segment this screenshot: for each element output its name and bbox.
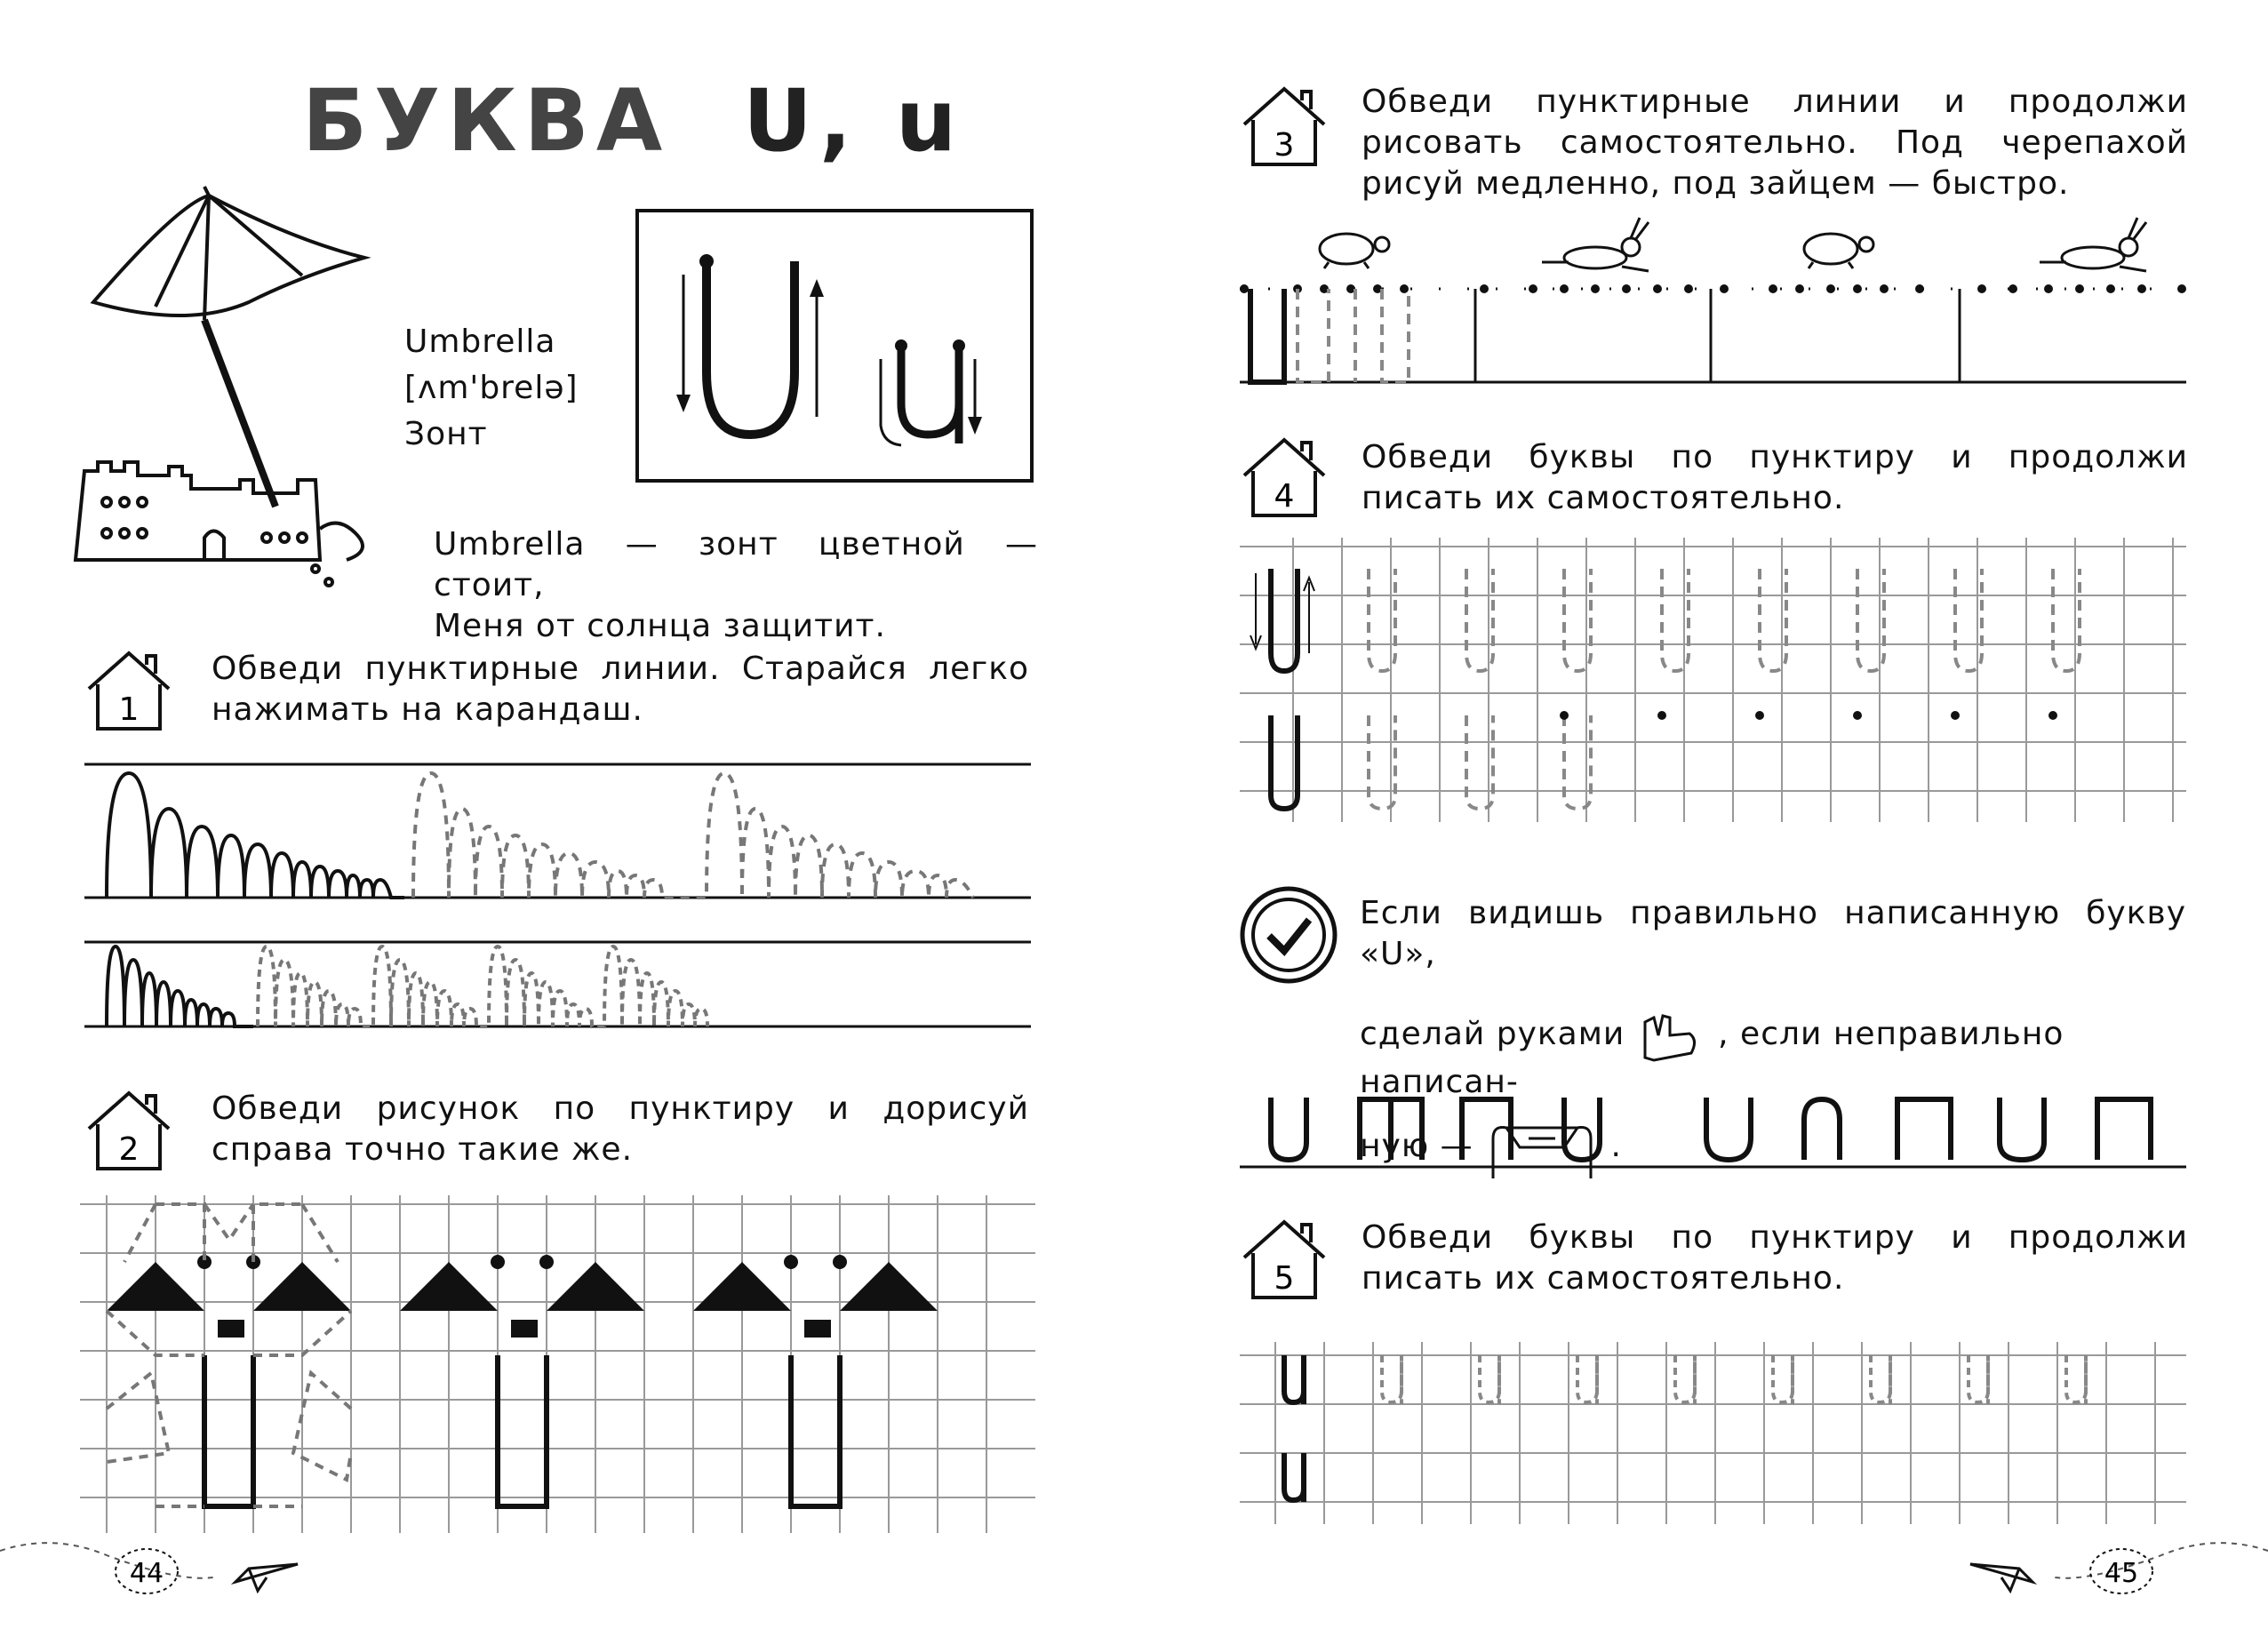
page-number-right: 45 bbox=[2104, 1558, 2139, 1589]
task-5-number: 5 bbox=[1274, 1260, 1295, 1297]
check-line-2b: , если неправильно написан- bbox=[1360, 1016, 2064, 1100]
page-title bbox=[302, 71, 963, 171]
checkmark-icon bbox=[1238, 884, 1340, 986]
task-4-text: Обведи буквы по пунктиру и продолжи писать их самостоятельно. bbox=[1362, 439, 2188, 516]
task-1-lines bbox=[84, 755, 1031, 1040]
task-4-number: 4 bbox=[1274, 478, 1295, 515]
task-2-badge bbox=[84, 1089, 173, 1178]
vocab-translation: Зонт bbox=[404, 416, 488, 452]
task-4-grid bbox=[1240, 538, 2186, 831]
title-word: БУКВА bbox=[302, 71, 670, 171]
check-line-3-end: . bbox=[1610, 1128, 1622, 1164]
task-3-badge bbox=[1240, 84, 1329, 173]
task-5-text: Обведи буквы по пунктиру и продолжи писать их самостоятельно. bbox=[1362, 1219, 2188, 1297]
task-2-text: Обведи рисунок по пунктиру и дорисуй справа точно такие же. bbox=[212, 1090, 1029, 1168]
letter-check-row bbox=[1240, 1089, 2186, 1169]
figure-1 bbox=[107, 1204, 351, 1506]
thumbs-up-hands-icon bbox=[1636, 1009, 1707, 1062]
figure-3 bbox=[693, 1255, 938, 1506]
umbrella-icon bbox=[93, 187, 364, 507]
left-footer bbox=[0, 1529, 355, 1617]
vocab-word: Umbrella bbox=[404, 323, 556, 360]
right-footer bbox=[1913, 1529, 2268, 1617]
check-line-3a: ную — bbox=[1360, 1128, 1473, 1164]
task-2-number: 2 bbox=[118, 1131, 140, 1168]
rabbit-icon bbox=[1542, 218, 1649, 271]
poem-line-2: Меня от солнца защитит. bbox=[434, 608, 886, 644]
check-line-2a: сделай руками bbox=[1360, 1016, 1625, 1052]
umbrella-illustration bbox=[71, 187, 427, 595]
task-1-text: Обведи пунктирные линии. Старайся легко нажимать на карандаш. bbox=[212, 651, 1029, 728]
paper-plane-icon bbox=[1970, 1564, 2032, 1591]
poem-line-1: Umbrella — зонт цветной — стоит, bbox=[434, 526, 1038, 603]
letter-box-drawing bbox=[639, 212, 1030, 479]
task-1-badge bbox=[84, 649, 173, 738]
task-3-text: Обведи пунктирные линии и продолжи рисовать самостоятельно. Под черепахой рисуй медленно, под зайцем — быстро. bbox=[1362, 84, 2188, 202]
vocab-transcription: [ʌm'brelə] bbox=[404, 370, 579, 406]
task-2-grid bbox=[80, 1195, 1035, 1533]
paper-plane-icon bbox=[236, 1564, 298, 1591]
poem bbox=[434, 524, 1038, 647]
turtle-icon bbox=[1320, 234, 1389, 268]
title-letters: U, u bbox=[742, 71, 964, 171]
page-number-left: 44 bbox=[129, 1558, 164, 1589]
check-line-1: Если видишь правильно написанную букву «U», bbox=[1360, 895, 2186, 972]
vocab-block bbox=[404, 322, 579, 455]
task-5-badge bbox=[1240, 1218, 1329, 1306]
task-3-number: 3 bbox=[1274, 127, 1295, 164]
task-5-grid bbox=[1240, 1342, 2186, 1529]
rabbit-icon bbox=[2040, 218, 2146, 271]
task-1-number: 1 bbox=[118, 691, 140, 728]
task-3-drawing bbox=[1240, 213, 2186, 391]
sandcastle-icon bbox=[76, 462, 363, 586]
letter-box bbox=[635, 209, 1034, 483]
turtle-icon bbox=[1804, 234, 1873, 268]
task-4-badge bbox=[1240, 435, 1329, 524]
figure-2 bbox=[400, 1255, 644, 1506]
